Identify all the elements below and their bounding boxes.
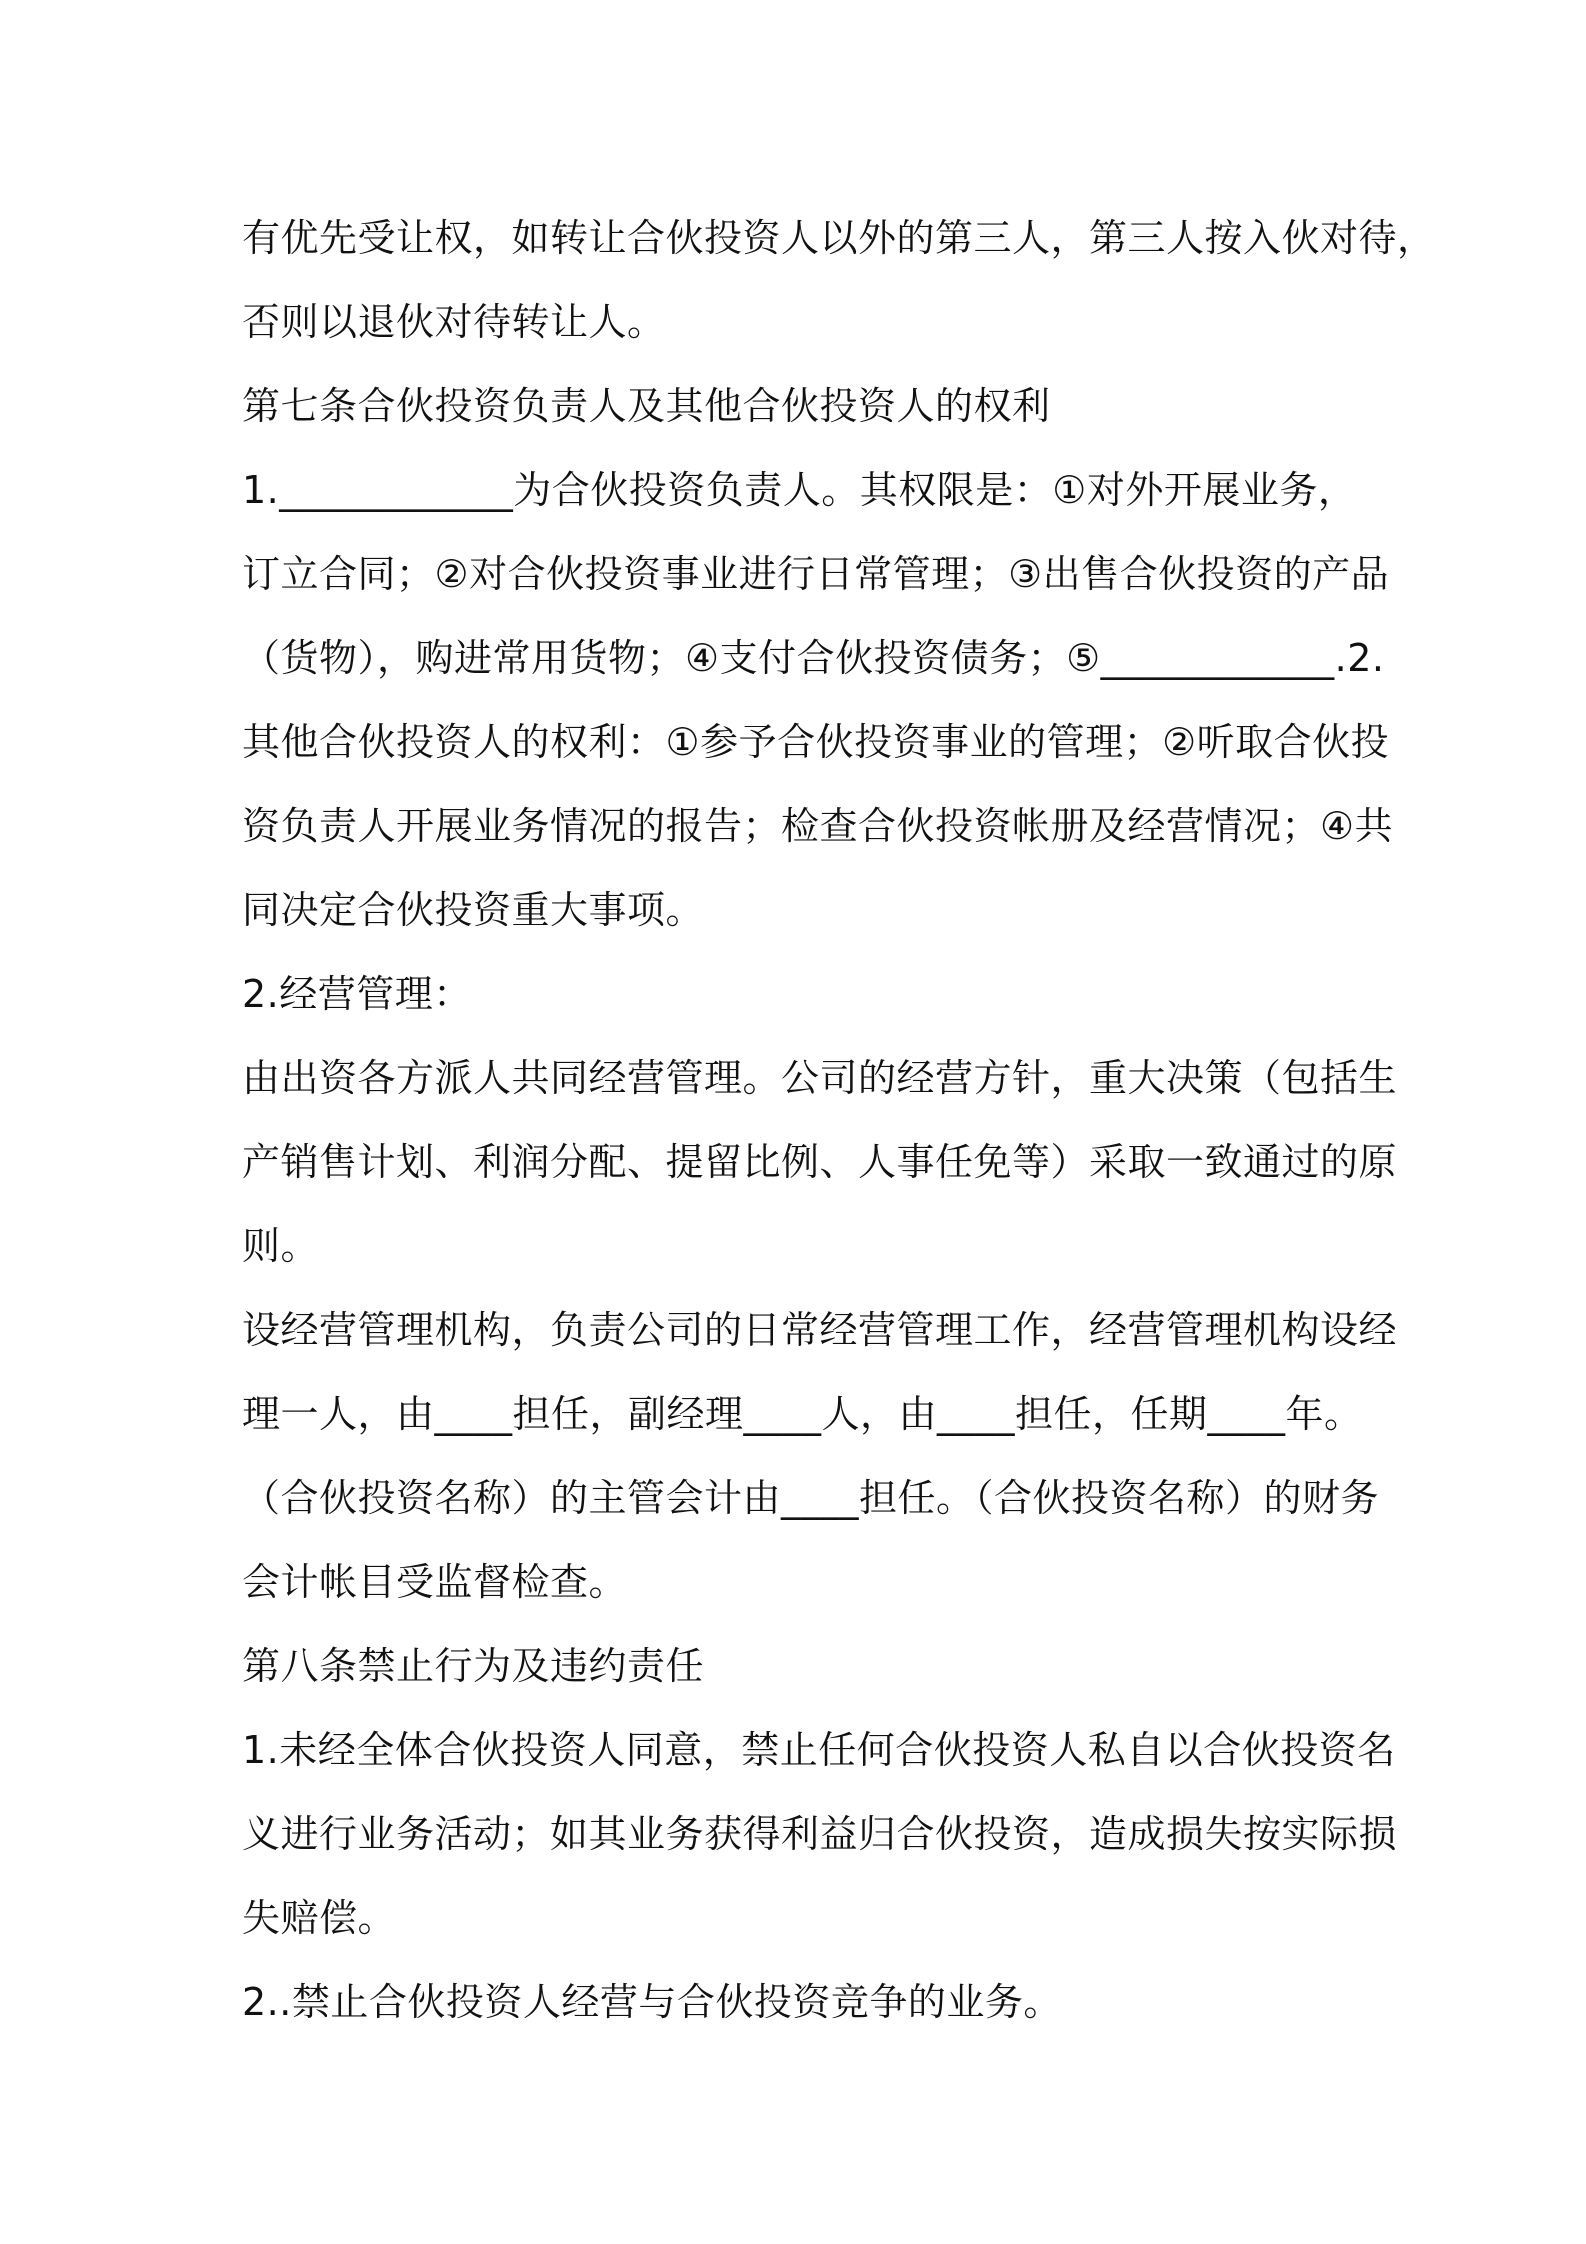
text-line: 订立合同；②对合伙投资事业进行日常管理；③出售合伙投资的产品	[242, 552, 1390, 596]
text-line: 资负责人开展业务情况的报告；检查合伙投资帐册及经营情况；④共	[242, 804, 1394, 848]
text-line: （合伙投资名称）的主管会计由____担任。（合伙投资名称）的财务	[242, 1476, 1380, 1520]
text-line: 有优先受让权，如转让合伙投资人以外的第三人，第三人按入伙对待，	[242, 216, 1436, 260]
text-line: 设经营管理机构，负责公司的日常经营管理工作，经营管理机构设经	[242, 1308, 1398, 1352]
text-line: 由出资各方派人共同经营管理。公司的经营方针，重大决策（包括生	[242, 1056, 1398, 1100]
text-line: 同决定合伙投资重大事项。	[242, 888, 705, 932]
text-line: 会计帐目受监督检查。	[242, 1560, 628, 1604]
text-line: 1.未经全体合伙投资人同意，禁止任何合伙投资人私自以合伙投资名	[242, 1728, 1396, 1772]
text-line: （货物），购进常用货物；④支付合伙投资债务；⑤____________.2.	[242, 636, 1385, 680]
text-line: 其他合伙投资人的权利：①参予合伙投资事业的管理；②听取合伙投	[242, 720, 1390, 764]
text-line: 产销售计划、利润分配、提留比例、人事任免等）采取一致通过的原	[242, 1140, 1398, 1184]
section-heading: 第八条禁止行为及违约责任	[242, 1644, 705, 1688]
section-heading: 第七条合伙投资负责人及其他合伙投资人的权利	[242, 384, 1051, 428]
text-line: 1.____________为合伙投资负责人。其权限是：①对外开展业务，	[242, 468, 1357, 512]
text-line: 则。	[242, 1224, 320, 1268]
text-line: 否则以退伙对待转让人。	[242, 300, 666, 344]
text-line: 2..禁止合伙投资人经营与合伙投资竞争的业务。	[242, 1980, 1062, 2024]
text-line: 失赔偿。	[242, 1896, 397, 1940]
text-line: 理一人，由____担任，副经理____人，由____担任，任期____年。	[242, 1392, 1363, 1436]
document-body	[242, 196, 1436, 2044]
subsection-heading: 2.经营管理：	[242, 972, 472, 1016]
text-line: 义进行业务活动；如其业务获得利益归合伙投资，造成损失按实际损	[242, 1812, 1398, 1856]
